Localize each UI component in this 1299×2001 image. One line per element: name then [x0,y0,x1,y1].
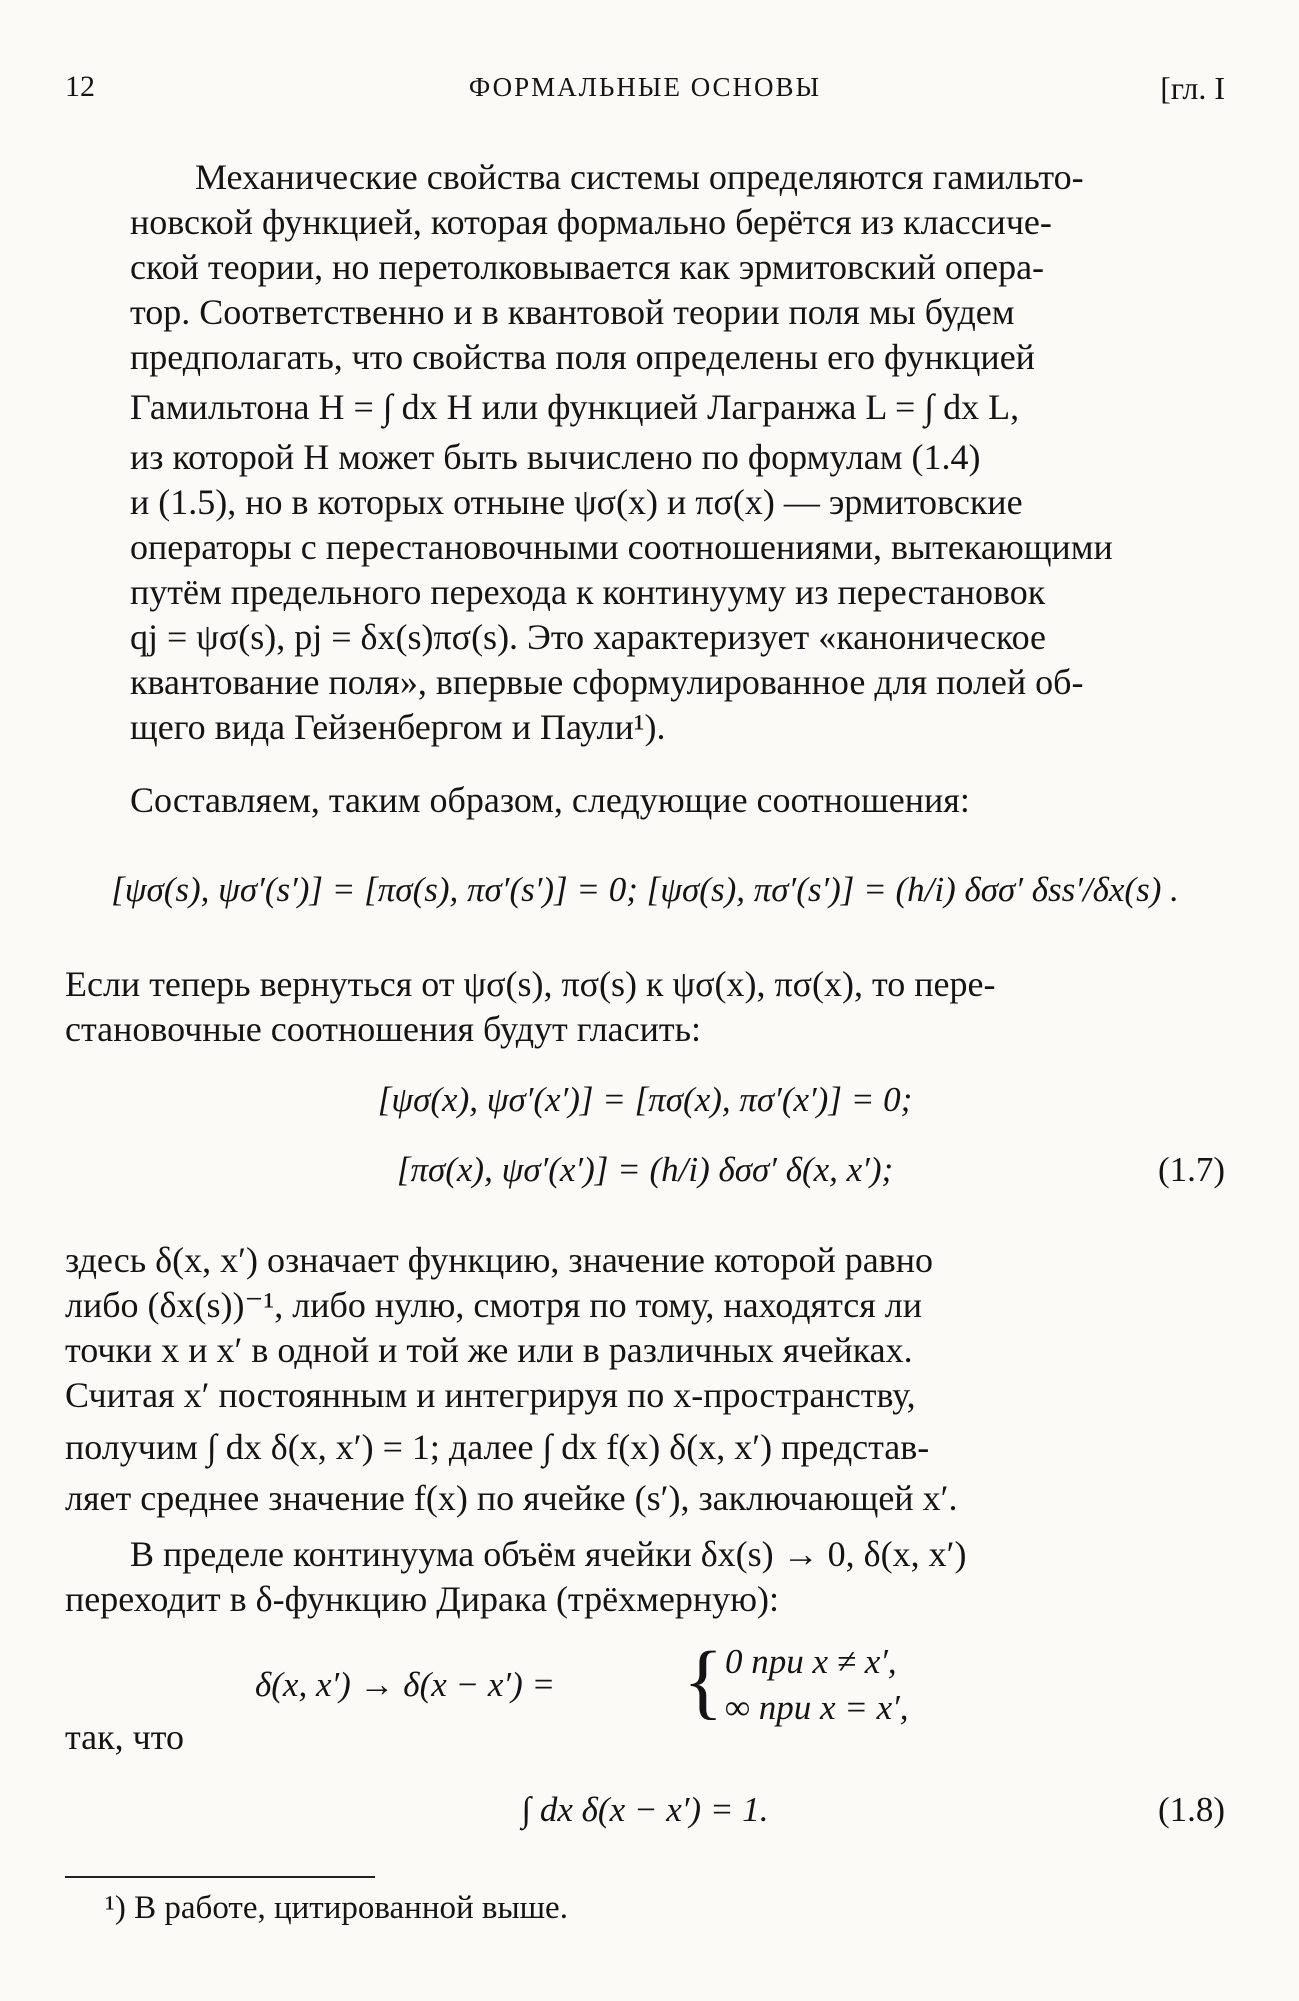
text-line: ляет среднее значение f(x) по ячейке (s′), заключающей x′. [65,1478,958,1518]
text-line: получим ∫ dx δ(x, x′) = 1; далее ∫ dx f(x) δ(x, x′) представ- [65,1427,930,1467]
text-line: Составляем, таким образом, следующие соотношения: [130,780,970,820]
paragraph-3 [65,962,1225,1052]
text-line: Гамильтона H = ∫ dx H или функцией Лагранжа L = ∫ dx L, [130,387,1020,427]
text-line: из которой H может быть вычислено по формулам (1.4) [130,437,981,477]
page-header [65,70,1225,122]
paragraph-5 [65,1532,1225,1622]
text-line: ской теории, но перетолковывается как эрмитовский опера- [130,247,1045,287]
paragraph-1 [65,155,1225,750]
text-line: Механические свойства системы определяются гамильто- [195,157,1084,197]
paragraph-2 [65,778,1225,823]
text-line: путём предельного перехода к континууму из перестановок [130,572,1046,612]
equation-text: [πσ(x), ψσ′(x′)] = (h/i) δσσ′ δ(x, x′); [396,1150,894,1189]
chapter-marker: [гл. I [1160,70,1225,106]
text-line: В пределе континуума объём ячейки δx(s) → 0, δ(x, x′) [130,1534,967,1574]
running-title: ФОРМАЛЬНЫЕ ОСНОВЫ [468,72,822,102]
text-line: qj = ψσ(s), pj = δx(s)πσ(s). Это характеризует «каноническое [130,617,1047,657]
text-line: либо (δx(s))⁻¹, либо нулю, смотря по тому, находятся ли [65,1285,923,1325]
equation-label: (1.8) [1157,1790,1225,1829]
equation-text: ∫ dx δ(x − x′) = 1. [521,1790,769,1829]
text-line: квантование поля», впервые сформулированное для полей об- [130,662,1084,702]
text-line: новской функцией, которая формально берётся из классиче- [130,202,1052,242]
text-line: и (1.5), но в которых отныне ψσ(x) и πσ(x) — эрмитовские [130,482,1023,522]
equation-text: [ψσ(x), ψσ′(x′)] = [πσ(x), πσ′(x′)] = 0; [377,1080,913,1119]
footnote: ¹) В работе, цитированной выше. [105,1890,568,1926]
text-line: Если теперь вернуться от ψσ(s), πσ(s) к ψσ(x), πσ(x), то пере- [65,964,996,1004]
text-line: предполагать, что свойства поля определены его функцией [130,337,1035,377]
equation-case: ∞ при x = x′, [725,1688,909,1727]
text-line: становочные соотношения будут гласить: [65,1009,702,1049]
footnote-divider [65,1876,375,1878]
text-line: операторы с перестановочными соотношениями, вытекающими [130,527,1113,567]
equation-text: [ψσ(s), ψσ′(s′)] = [πσ(s), πσ′(s′)] = 0; [ψσ(s), πσ′(s′)] = (h/i) δσσ′ δss′/δx(s) . [111,870,1179,909]
text-line: тор. Соответственно и в квантовой теории поля мы будем [130,292,1015,332]
brace: { [683,1635,724,1728]
equation-text: δ(x, x′) → δ(x − x′) = [255,1665,556,1704]
text-line: щего вида Гейзенбергом и Паули¹). [130,707,666,747]
paragraph-4 [65,1238,1225,1521]
paragraph-6 [65,1715,1225,1760]
text-line: так, что [65,1717,185,1757]
text-line: здесь δ(x, x′) означает функцию, значение которой равно [65,1240,933,1280]
text-line: Считая x′ постоянным и интегрируя по x-пространству, [65,1375,916,1415]
text-line: переходит в δ-функцию Дирака (трёхмерную): [65,1579,779,1619]
page-number: 12 [65,70,95,103]
equation-label: (1.7) [1157,1150,1225,1189]
text-line: точки x и x′ в одной и той же или в различных ячейках. [65,1330,913,1370]
equation-case: 0 при x ≠ x′, [725,1642,897,1681]
